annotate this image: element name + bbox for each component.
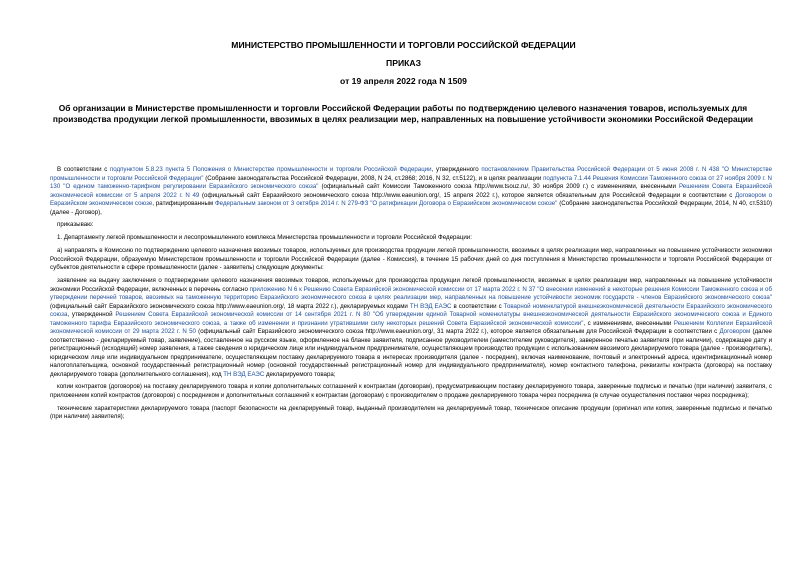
text-run: , утвержденной	[67, 311, 116, 319]
link-treaty[interactable]: Договором	[719, 328, 751, 336]
ministry-heading: МИНИСТЕРСТВО ПРОМЫШЛЕННОСТИ И ТОРГОВЛИ РОССИЙСКОЙ ФЕДЕРАЦИИ	[231, 40, 576, 50]
link-eaeu-treaty[interactable]: Договором о Евразийском экономическом союзе	[50, 191, 772, 207]
link-commodity-nomenclature[interactable]: Товарной номенклатурой внешнеэкономической деятельности Евразийского экономического союза	[50, 302, 773, 319]
contracts-copies-paragraph: копии контрактов (договоров) на поставку декларируемого товара и копии дополнительных соглашений к контрактам (договорам), предусматривающим поставку декларируемого товара, заверенные подписью и печатью (при наличии) заявителя, с приложением копий контрактов (договоров) с посредником и дополнительных соглашений к контрактам (договорам) с производителем о продаже декларируемого товара через посредника (в случае осуществления поставки через посредника);	[50, 383, 772, 399]
doc-body	[50, 166, 772, 426]
preamble-paragraph	[50, 166, 772, 217]
link-regulation-ministry[interactable]: подпунктом 5.8.23 пункта 5 Положения о Министерстве промышленности и торговли Российской Федерации	[109, 166, 432, 173]
text-run: заявление на выдачу заключения о подтверждении целевого назначения ввозимых товаров, используемых для производства продукции легкой промышленности, ввозимых в целях реализации мер, направленных на повышение устойчивости экономики Российской Федерации, включенных в перечень согласно	[50, 277, 772, 293]
text-run: , ратифицированным	[152, 200, 216, 207]
text-run: (официальный сайт Евразийского экономического союза http://www.eaeunion.org/, 15 апреля 2022 г.), которое является обязательным для Российской Федерации в соответствии с	[199, 191, 736, 199]
technical-specs-paragraph: технические характеристики декларируемого товара (паспорт безопасности на декларируемый товар, выданный производителем на декларируемый товар, техническое описание продукции (оригинал или копия, заверенные подписью и печатью (при наличии) заявителя);	[50, 404, 772, 421]
item-a-paragraph: а) направлять в Комиссию по подтверждению целевого назначения ввозимых товаров, используемых для производства продукции легкой промышленности, ввозимых в целях реализации мер, направленных на повышение устойчивости экономики Российской Федерации, образуемую Министерством промышленности и торговли Российской Федерации (далее - Комиссия), в течение 15 рабочих дней со дня поступления в Министерство промышленности и торговли Российской Федерации от субъектов деятельности в сфере промышленности (далее - заявитель) следующие документы:	[50, 247, 772, 272]
link-federal-law-279[interactable]: Федеральным законом от 3 октября 2014 г. N 279-ФЗ "О ратификации Договора о Евразийском экономическом союзе"	[215, 200, 558, 207]
text-run: (официальный сайт Комиссии Таможенного союза http://www.tsouz.ru/, 30 ноября 2009 г.) с изменениями, внесенными	[318, 183, 679, 190]
text-run: (официальный сайт Евразийского экономического союза http://www.eaeunion.org/, 31 марта 2022 г.), которое является обязательным для Российской Федерации в соответствии с	[195, 328, 720, 336]
link-government-decree[interactable]: постановлением Правительства Российской Федерации от 5 июня 2008 г. N 438 "О Министерстве промышленности и торговли Российской Федерации"	[50, 166, 772, 182]
text-run: , утвержденного	[431, 166, 482, 173]
doc-title: Об организации в Министерстве промышленности и торговли Российской Федерации работы по подтверждению целевого назначения товаров, используемых для производства продукции легкой промышленности, ввозимых в целях реализации мер, направленных на повышение устойчивости экономики Российской Федерации	[52, 103, 754, 125]
link-customs-union-decision[interactable]: подпункта 7.1.44 Решения Комиссии Таможенного союза от 27 ноября 2009 г. N 130 "О едином таможенно-тарифном регулировании Евразийского экономического союза"	[50, 174, 772, 190]
text-run: (Собрание законодательства Российской Федерации, 2014, N 40, ст.5310) (далее - Договор),	[50, 200, 772, 216]
link-tn-ved-eaeu-2[interactable]: ТН ВЭД ЕАЭС	[223, 370, 265, 378]
text-run: декларируемого товара;	[264, 370, 336, 378]
text-run: в соответствии с	[451, 302, 504, 310]
doc-date-number: от 19 апреля 2022 года N 1509	[340, 76, 467, 86]
text-run: (Собрание законодательства Российской Федерации, 2008, N 24, ст.2868; 2016, N 32, ст.5122), и в целях реализации	[203, 174, 544, 182]
link-eec-council-decision-80[interactable]: Решением Совета Евразийской экономической комиссии от 14 сентября 2021 г. N 80 "Об утверждении единой Товарной номенклатуры внешнеэкономической деятельности Евразийского экономического союза и Единого таможенного тарифа Евразийского экономического союза, а также об изменении и признании утратившими силу некоторых решений Совета Евразийской экономической комиссии"	[50, 311, 772, 327]
text-run: , с изменениями, внесенными	[583, 319, 674, 327]
application-paragraph	[50, 277, 772, 379]
link-eec-board-decision-50[interactable]: Решением Коллегии Евразийской экономической комиссии от 29 марта 2022 г. N 50	[50, 319, 772, 336]
link-tn-ved-eaeu[interactable]: ТН ВЭД ЕАЭС	[409, 302, 452, 310]
text-run: (официальный сайт Евразийского экономического союза http://www.eaeunion.org/, 18 марта 2022 г.), декларируемых кодами	[50, 302, 410, 310]
item-1-paragraph: 1. Департаменту легкой промышленности и лесопромышленного комплекса Министерства промышленности и торговли Российской Федерации:	[57, 234, 472, 242]
doc-type-heading: ПРИКАЗ	[386, 58, 421, 68]
link-annex-6-decision-37[interactable]: приложению N 6 к Решению Совета Евразийской экономической комиссии от 17 марта 2022 г. N 37 "О внесении изменений в некоторые решения Комиссии Таможенного союза и об утверждении перечней товаров, ввозимых на таможенную территорию Евразийского экономического союза в целях реализации мер, направленных на повышение устойчивости экономик государств - членов Евразийского экономического союза"	[50, 285, 772, 302]
text-run: (далее соответственно - декларируемый товар, заявление), составленное на русском языке, оформленное на бланке заявителя, подписанное руководителем (заместителем руководителя), заверенное печатью заявителя (при наличии), содержащее дату и регистрационный (исходящий) номер заявления, а также сведения о юридическом лице или индивидуальном предпринимателе, осуществляющем производство продукции с использованием ввозимого декларируемого товара (далее - производитель), юридическом лице или индивидуальном предпринимателе, осуществляющем поставку декларируемого товара в интересах производителя (далее - посредник), включая наименование, почтовый и электронный адреса, идентификационный номер налогоплательщика, основной государственный регистрационный номер (основной государственный регистрационный номер для индивидуального предпринимателя), номер контактного телефона, реквизиты контракта (договора) на поставку декларируемого товара (дополнительного соглашения), код	[50, 328, 772, 378]
link-eec-council-decision-49[interactable]: Решением Совета Евразийской экономической комиссии от 5 апреля 2022 г. N 49	[50, 183, 772, 199]
text-run: В соответствии с	[57, 166, 110, 173]
order-paragraph: приказываю:	[57, 221, 94, 229]
